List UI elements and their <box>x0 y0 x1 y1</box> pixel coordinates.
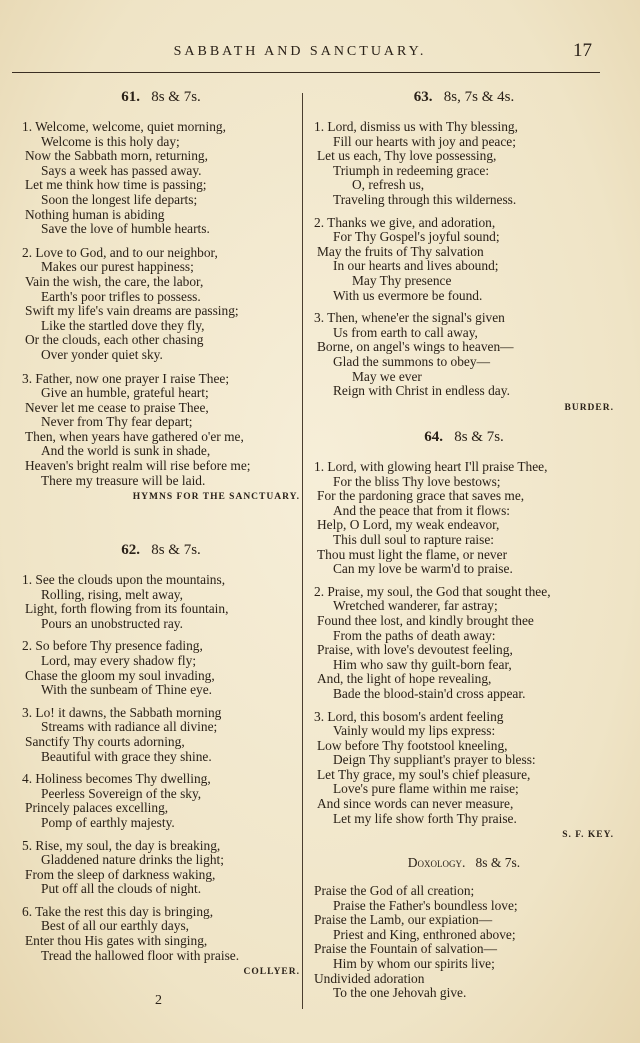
hymn-61 <box>22 90 300 505</box>
verse-line: Let Thy grace, my soul's chief pleasure, <box>317 766 531 782</box>
verse-line: Like the startled dove they fly, <box>41 317 205 333</box>
hymn-64 <box>314 430 614 843</box>
hymn-62 <box>22 543 300 980</box>
hymn-stanzas <box>22 573 300 963</box>
hymn-meter: 8s & 7s. <box>151 89 201 105</box>
hymn-number: 63. <box>413 89 433 105</box>
stanza <box>314 585 614 702</box>
verse-line: Let me think how time is passing; <box>25 177 207 193</box>
stanza <box>22 120 300 237</box>
verse-line: Traveling through this wilderness. <box>333 191 517 207</box>
verse-line: 3. Lord, this bosom's ardent feeling <box>314 708 504 724</box>
verse-line: From the paths of death away: <box>333 627 496 643</box>
column-divider <box>302 93 303 1009</box>
hymn-meter: 8s & 7s. <box>475 855 521 870</box>
verse-line: Lord, may every shadow fly; <box>41 652 197 668</box>
verse-line: Praise the Lamb, our expiation— <box>314 912 493 928</box>
verse-line: Never from Thy fear depart; <box>41 414 193 430</box>
verse-line: Heaven's bright realm will rise before me; <box>25 458 251 474</box>
stanza <box>314 460 614 577</box>
signature-mark: 2 <box>155 993 162 1008</box>
verse-line: Bade the blood-stain'd cross appear. <box>333 685 526 701</box>
verse-line: Chase the gloom my soul invading, <box>25 667 215 683</box>
verse-line: 3. Then, whene'er the signal's given <box>314 310 505 326</box>
hymn-number: 62. <box>121 542 140 558</box>
verse-line: Sanctify Thy courts adorning, <box>25 733 185 749</box>
hymn-author: HYMNS FOR THE SANCTUARY. <box>132 492 300 503</box>
header-rule <box>12 72 600 73</box>
verse-line: Let us each, Thy love possessing, <box>317 148 497 164</box>
verse-line: Or the clouds, each other chasing <box>25 332 204 348</box>
verse-line: Deign Thy suppliant's prayer to bless: <box>333 752 536 768</box>
hymn-meter: 8s & 7s. <box>454 429 504 445</box>
verse-line: Wretched wanderer, far astray; <box>333 598 498 614</box>
hymn-number: 64. <box>424 429 443 445</box>
verse-line: Can my love be warm'd to praise. <box>333 561 513 577</box>
verse-line: Enter thou His gates with singing, <box>25 933 208 949</box>
verse-line: Earth's poor trifles to possess. <box>41 288 201 304</box>
stanza <box>22 372 300 489</box>
verse-line: 3. Father, now one prayer I raise Thee; <box>22 370 230 386</box>
verse-line: Gladdened nature drinks the light; <box>41 852 224 868</box>
running-header: SABBATH AND SANCTUARY. <box>173 44 427 59</box>
verse-line: 1. Lord, dismiss us with Thy blessing, <box>314 119 518 134</box>
verse-line: Him who saw thy guilt-born fear, <box>333 656 512 672</box>
verse-line: Help, O Lord, my weak endeavor, <box>317 517 500 533</box>
verse-line: For the pardoning grace that saves me, <box>317 488 525 504</box>
verse-line: Now the Sabbath morn, returning, <box>25 148 208 164</box>
stanza <box>22 905 300 963</box>
verse-line: May the fruits of Thy salvation <box>317 243 484 259</box>
verse-line: There my treasure will be laid. <box>41 472 206 488</box>
verse-line: Him by whom our spirits live; <box>333 955 495 971</box>
verse-line: Makes our purest happiness; <box>41 259 194 275</box>
stanza <box>314 120 614 208</box>
verse-line: To the one Jehovah give. <box>333 985 467 1001</box>
verse-line: Priest and King, enthroned above; <box>333 926 516 942</box>
verse-line: In our hearts and lives abound; <box>333 258 499 274</box>
verse-line: Undivided adoration <box>314 970 425 986</box>
verse-line: Low before Thy footstool kneeling, <box>317 737 508 753</box>
verse-line: Love's pure flame within me raise; <box>333 781 519 797</box>
verse-line: Swift my life's vain dreams are passing; <box>25 303 239 319</box>
verse-line: 3. Lo! it dawns, the Sabbath morning <box>22 704 222 720</box>
verse-line: This dull soul to rapture raise: <box>333 531 495 547</box>
hymn-author: COLLYER. <box>243 967 300 978</box>
verse-line: Rolling, rising, melt away, <box>41 586 183 602</box>
stanza <box>22 772 300 830</box>
verse-line: Soon the longest life departs; <box>41 191 198 207</box>
verse-line: Vainly would my lips express: <box>333 723 496 739</box>
verse-line: Welcome is this holy day; <box>41 133 180 149</box>
verse-line: Pours an unobstructed ray. <box>41 615 183 631</box>
verse-line: With the sunbeam of Thine eye. <box>41 682 213 698</box>
stanza <box>22 706 300 764</box>
verse-line: 6. Take the rest this day is bringing, <box>22 903 214 919</box>
verse-line: 2. Love to God, and to our neighbor, <box>22 244 218 260</box>
verse-line: Beautiful with grace they shine. <box>41 748 212 764</box>
hymn-number: 61. <box>121 89 140 105</box>
verse-line: From the sleep of darkness waking, <box>25 866 216 882</box>
hymn-stanzas <box>22 120 300 488</box>
verse-line: Fill our hearts with joy and peace; <box>333 133 516 149</box>
hymn-meter: 8s, 7s & 4s. <box>443 89 515 105</box>
stanza <box>22 639 300 697</box>
verse-line: Reign with Christ in endless day. <box>333 383 510 399</box>
verse-line: May Thy presence <box>352 272 452 288</box>
page-number: 17 <box>573 40 592 61</box>
doxology <box>314 856 614 1001</box>
verse-line: Give an humble, grateful heart; <box>41 385 209 401</box>
verse-line: Vain the wish, the care, the labor, <box>25 273 204 289</box>
verse-line: For the bliss Thy love bestows; <box>333 473 501 489</box>
verse-line: Praise the Father's boundless love; <box>333 897 518 913</box>
verse-line: Praise the God of all creation; <box>314 883 475 898</box>
verse-line: Put off all the clouds of night. <box>41 881 202 897</box>
verse-line: Praise, with love's devoutest feeling, <box>317 642 513 658</box>
hymn-author: BURDER. <box>564 402 614 413</box>
verse-line: Praise the Fountain of salvation— <box>314 941 497 957</box>
verse-line: 1. Welcome, welcome, quiet morning, <box>22 119 226 134</box>
verse-line: Let my life show forth Thy praise. <box>333 810 517 826</box>
verse-line: Borne, on angel's wings to heaven— <box>317 339 514 355</box>
verse-line: And since words can never measure, <box>317 796 514 812</box>
stanza <box>314 216 614 304</box>
verse-line: Us from earth to call away, <box>333 324 478 340</box>
verse-line: Says a week has passed away. <box>41 162 202 178</box>
stanza <box>22 839 300 897</box>
verse-line: O, refresh us, <box>352 177 425 193</box>
hymn-stanzas <box>314 460 614 826</box>
verse-line: Then, when years have gathered o'er me, <box>25 428 244 444</box>
hymn-stanzas <box>314 884 614 1001</box>
verse-line: 2. So before Thy presence fading, <box>22 638 203 654</box>
stanza <box>22 573 300 631</box>
stanza <box>314 710 614 827</box>
verse-line: Pomp of earthly majesty. <box>41 814 175 830</box>
verse-line: And the world is sunk in shade, <box>41 443 211 459</box>
verse-line: Found thee lost, and kindly brought thee <box>317 612 534 628</box>
verse-line: Over yonder quiet sky. <box>41 346 163 362</box>
verse-line: 2. Thanks we give, and adoration, <box>314 214 496 230</box>
verse-line: Streams with radiance all divine; <box>41 719 218 735</box>
verse-line: Never let me cease to praise Thee, <box>25 399 209 415</box>
doxology-label: Doxology. <box>407 855 466 870</box>
verse-line: With us evermore be found. <box>333 287 483 303</box>
verse-line: Thou must light the flame, or never <box>317 546 508 562</box>
verse-line: 2. Praise, my soul, the God that sought thee, <box>314 583 551 599</box>
verse-line: 4. Holiness becomes Thy dwelling, <box>22 771 211 787</box>
verse-line: 5. Rise, my soul, the day is breaking, <box>22 837 221 853</box>
verse-line: Best of all our earthly days, <box>41 918 190 934</box>
hymn-meter: 8s & 7s. <box>151 542 201 558</box>
hymn-author: S. F. KEY. <box>562 830 614 841</box>
stanza <box>314 311 614 399</box>
hymn-63 <box>314 90 614 415</box>
verse-line: Save the love of humble hearts. <box>41 221 210 237</box>
stanza <box>314 884 614 1001</box>
verse-line: For Thy Gospel's joyful sound; <box>333 229 500 245</box>
verse-line: Glad the summons to obey— <box>333 353 490 369</box>
verse-line: Triumph in redeeming grace: <box>333 162 490 178</box>
verse-line: Peerless Sovereign of the sky, <box>41 785 202 801</box>
stanza <box>22 246 300 363</box>
verse-line: 1. See the clouds upon the mountains, <box>22 572 226 587</box>
verse-line: Princely palaces excelling, <box>25 800 169 816</box>
verse-line: Tread the hallowed floor with praise. <box>41 947 240 963</box>
verse-line: May we ever <box>352 368 422 384</box>
verse-line: And the peace that from it flows: <box>333 502 511 518</box>
verse-line: 1. Lord, with glowing heart I'll praise Thee, <box>314 459 548 474</box>
verse-line: And, the light of hope revealing, <box>317 671 492 687</box>
hymn-stanzas <box>314 120 614 399</box>
verse-line: Light, forth flowing from its fountain, <box>25 601 229 617</box>
verse-line: Nothing human is abiding <box>25 206 165 222</box>
